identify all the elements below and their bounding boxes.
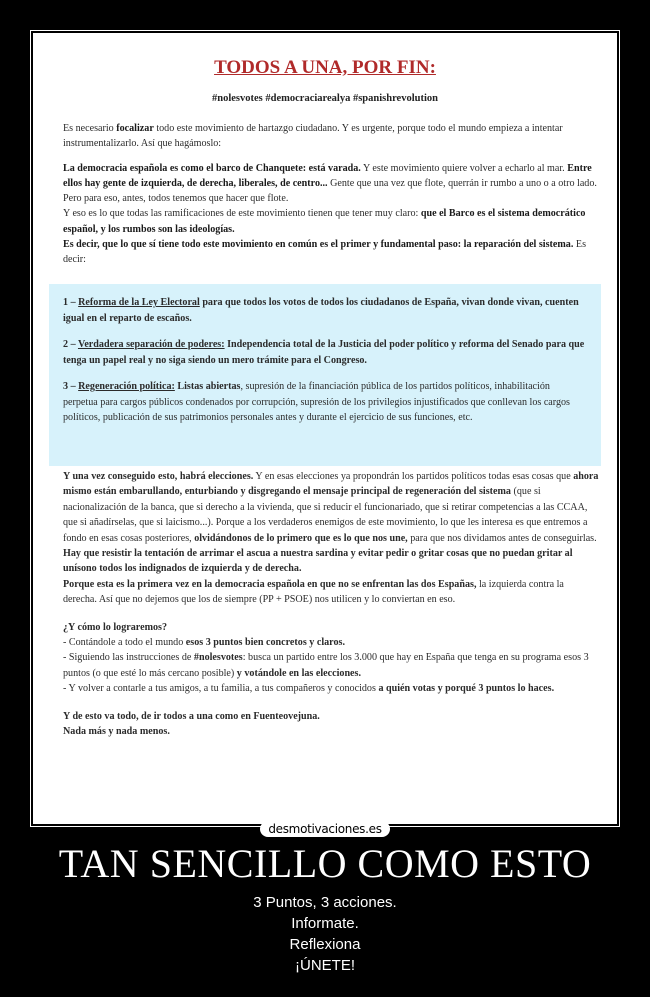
document-title: TODOS A UNA, POR FIN:: [214, 57, 436, 78]
brand-watermark-wrap: [0, 818, 650, 837]
dos-espanas-paragraph: Porque esta es la primera vez en la democracia española en que no se enfrentan las dos Españas, la izquierda contra la derecha. Así que no dejemos que los de siempre (PP + PSOE) nos utilicen y lo conviertan en eso.: [63, 578, 564, 606]
how-paragraph: ¿Y cómo lo lograremos? - Contándole a todo el mundo esos 3 puntos bien concretos y claros. - Siguiendo las instrucciones de #nolesvotes: busca un partido entre los 3.000 que hay en España que tenga en su programa esos 3 puntos (o que esté lo más cercano posible) y votándole en las elecciones. - Y volver a contarle a tus amigos, a tu familia, a tus compañeros y conocidos a quién votas y porqué 3 puntos lo haces.: [63, 621, 589, 695]
poster-image: [33, 33, 617, 824]
document-hashtags: #nolesvotes #democraciarealya #spanishrevolution: [212, 93, 438, 104]
after-paragraph: Y una vez conseguido esto, habrá elecciones. Y en esas elecciones ya propondrán los partidos políticos todas esas cosas que ahora mismo están embarullando, enturbiando y disgregando el mensaje principal de regeneración del sistema (que si nacionalización de la banca, que si derecho a la vivienda, que si reducir el funcionariado, que si retirar competencias a las CCAA, que si añadírselas, que si laicismo...). Porque a los verdaderos enemigos de este movimiento, lo que les interesa es que entremos a fondo en esas cosas posteriores, olvidándonos de lo primero que es lo que nos une, para que nos dividamos antes de conseguirlas. Hay que resistir la tentación de arrimar el ascua a nuestra sardina y evitar pedir o gritar cosas que no puedan gritar al unísono todos los indignados de izquierda y de derecha.: [63, 471, 599, 575]
point-2: 2 – Verdadera separación de poderes: Independencia total de la Justicia del poder político y reforma del Senado para que tenga un papel real y no siga siendo un mero trámite para el Congreso.: [63, 339, 585, 366]
poster-subtitle: [0, 892, 650, 976]
subtitle-line: Reflexiona: [289, 936, 361, 953]
reparacion-paragraph: Es decir, que lo que sí tiene todo este movimiento en común es el primer y fundamental paso: la reparación del sistema. Es decir:: [63, 239, 586, 266]
subtitle-line: ¡ÚNETE!: [295, 957, 355, 974]
document-body: [63, 469, 599, 752]
ramificaciones-paragraph: Y eso es lo que todas las ramificaciones de este movimiento tienen que tener muy claro: que el Barco es el sistema democrático español, y los rumbos son las ideologías.: [63, 208, 586, 235]
document-intro: [63, 121, 597, 277]
point-1: 1 – Reforma de la Ley Electoral para que todos los votos de todos los ciudadanos de España, vivan donde vivan, cuenten igual en el reparto de escaños.: [63, 297, 579, 324]
intro-paragraph: Es necesario focalizar todo este movimiento de hartazgo ciudadano. Y es urgente, porque todo el mundo empieza a intentar instrumentalizarlo. Así que hagámoslo:: [63, 123, 563, 150]
subtitle-line: Informate.: [291, 915, 359, 932]
closing-paragraph: Y de esto va todo, de ir todos a una como en Fuenteovejuna. Nada más y nada menos.: [63, 710, 320, 738]
barco-paragraph: La democracia española es como el barco de Chanquete: está varada. Y este movimiento quiere volver a echarlo al mar. Entre ellos hay gente de izquierda, de derecha, liberales, de centro... Gente que una vez que flote, querrán ir rumbo a uno o a otro lado. Pero para eso, antes, todos tenemos que hacer que flote.: [63, 162, 597, 205]
brand-watermark[interactable]: desmotivaciones.es: [260, 821, 389, 837]
point-3: 3 – Regeneración política: Listas abiertas, supresión de la financiación pública de los partidos políticos, inhabilitación perpetua para cargos públicos condenados por corrupción, supresión de los privilegios injustificados que conllevan los cargos políticos, publicación de sus patrimonios personales antes y durante el ejercicio de sus funciones, etc.: [63, 381, 570, 423]
poster-headline: TAN SENCILLO COMO ESTO: [58, 841, 592, 886]
points-list: [63, 295, 585, 437]
poster-frame: [30, 30, 620, 827]
subtitle-line: 3 Puntos, 3 acciones.: [253, 894, 397, 911]
